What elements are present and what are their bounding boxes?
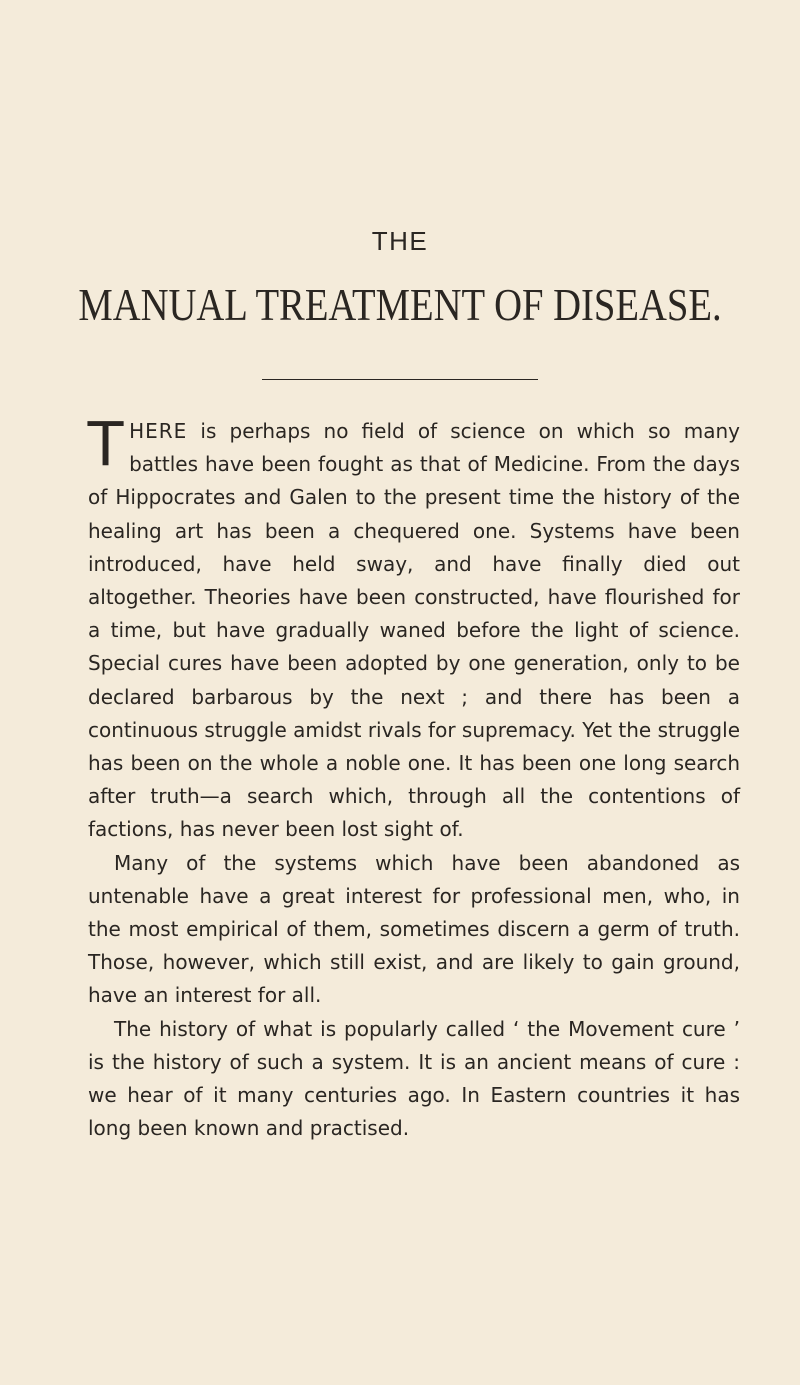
drop-cap: T <box>86 407 126 479</box>
paragraph-1 <box>86 407 740 847</box>
paragraph-1-text: is perhaps no field of science on which so many battles have been fought as that of Medicine. From the days of Hippocrates and Galen to the present time the history of the healing art has been a chequered one. Systems have been introduced, have held sway, and have finally died out altogether. Theories have been constructed, have flourished for a time, but have gradually waned before the light of science. Special cures have been adopted by one generation, only to be declared barbarous by the next ; and there has been a continuous struggle amidst rivals for supremacy. Yet the struggle has been on the whole a noble one. It has been one long search after truth—a search which, through all the contentions of factions, has never been lost sight of. <box>88 419 740 842</box>
title-divider <box>262 379 538 380</box>
supertitle: THE <box>371 226 429 256</box>
lead-word: HERE <box>129 419 188 443</box>
body-text <box>86 407 740 1145</box>
paragraph-2: Many of the systems which have been abandoned as untenable have a great interest for professional men, who, in the most empirical of them, sometimes discern a germ of truth. Those, however, which still exist, and are likely to gain ground, have an interest for all. <box>88 850 740 1008</box>
page-title: MANUAL TREATMENT OF DISEASE. <box>78 279 722 330</box>
paragraph-3: The history of what is popularly called ‘ the Movement cure ’ is the history of such a system. It is an ancient means of cure : we hear of it many centuries ago. In Eastern countries it has long been known and practised. <box>88 1016 740 1141</box>
